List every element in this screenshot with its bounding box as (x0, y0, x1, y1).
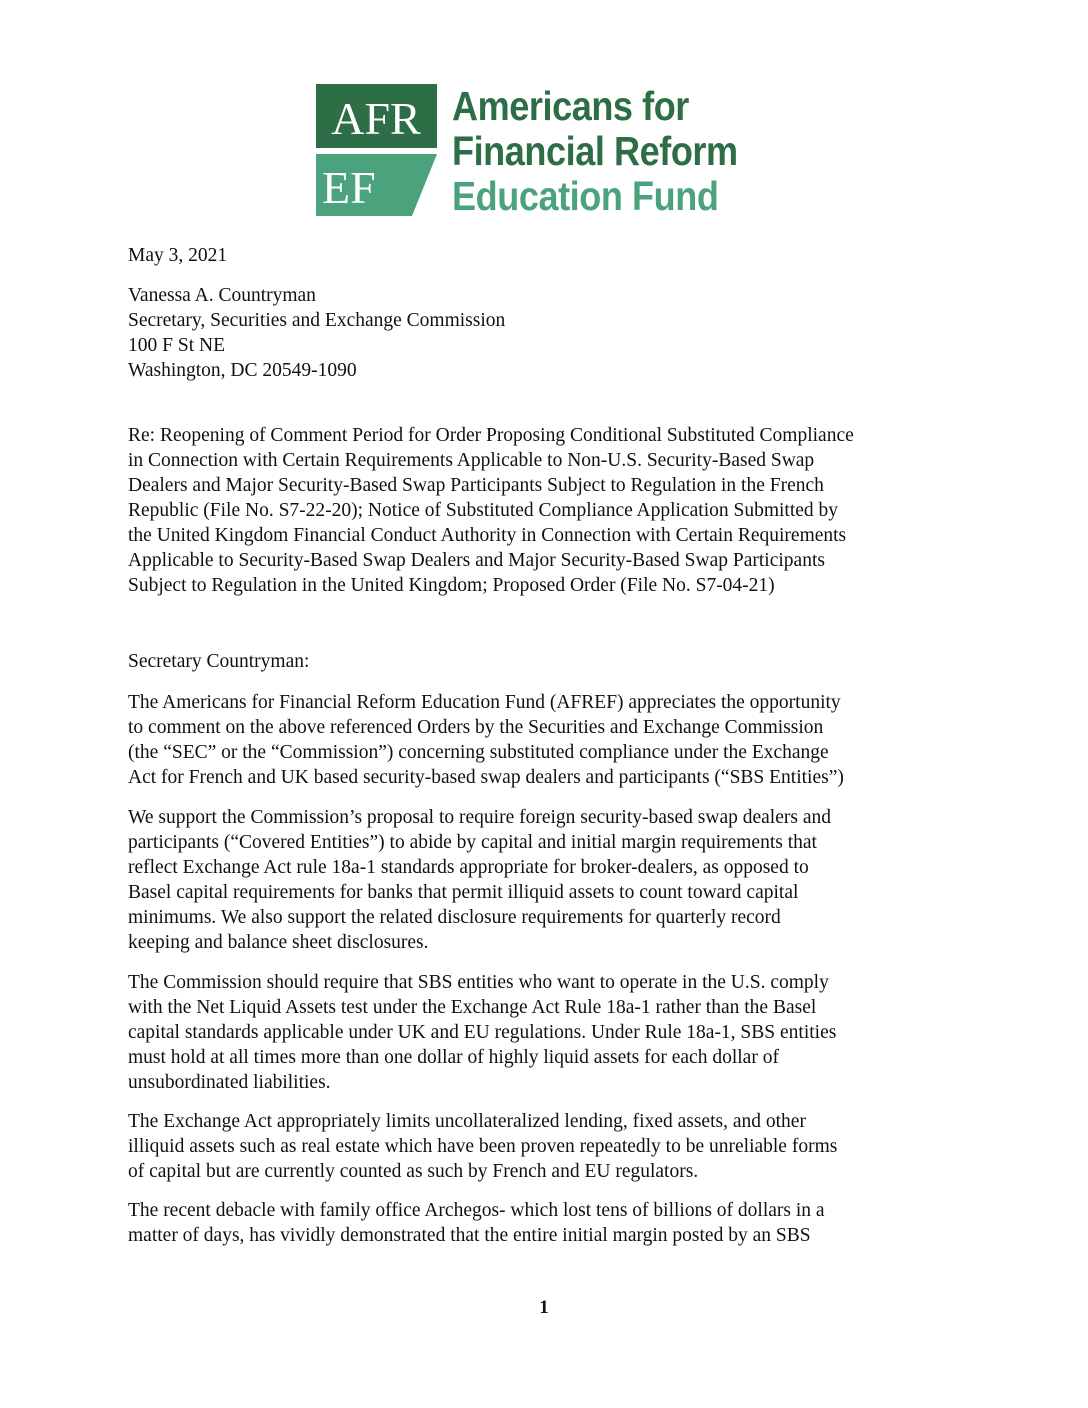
page-number: 1 (539, 1297, 549, 1318)
address-line: Secretary, Securities and Exchange Commission (128, 310, 506, 331)
paragraph-line: keeping and balance sheet disclosures. (128, 932, 429, 953)
paragraph-line: The recent debacle with family office Archegos- which lost tens of billions of dollars in a (128, 1200, 825, 1221)
subject-text-line: the United Kingdom Financial Conduct Authority in Connection with Certain Requirements (128, 525, 847, 546)
paragraph-line: minimums. We also support the related disclosure requirements for quarterly record (128, 907, 781, 928)
body-paragraph (128, 1109, 968, 1184)
address-line: Washington, DC 20549-1090 (128, 360, 357, 381)
body-paragraph (128, 805, 968, 955)
logo-wordmark (452, 84, 738, 219)
subject-text-line: Republic (File No. S7-22-20); Notice of Substituted Compliance Application Submitted by (128, 500, 839, 521)
paragraph-line: must hold at all times more than one dollar of highly liquid assets for each dollar of (128, 1047, 779, 1068)
paragraph-line: of capital but are currently counted as such by French and EU regulators. (128, 1161, 699, 1182)
afref-logo (316, 84, 776, 220)
subject-text-line: Re: Reopening of Comment Period for Order Proposing Conditional Substituted Compliance (128, 425, 854, 446)
paragraph-line: (the “SEC” or the “Commission”) concerning substituted compliance under the Exchange (128, 742, 829, 763)
paragraph-line: The Commission should require that SBS entities who want to operate in the U.S. comply (128, 972, 829, 993)
address-line: 100 F St NE (128, 335, 225, 356)
logo-line-3: Education Fund (452, 173, 719, 219)
afref-logo-mark (316, 84, 452, 220)
logo-badge-top: AFR (331, 93, 421, 144)
paragraph-line: participants (“Covered Entities”) to abide by capital and initial margin requirements that (128, 832, 817, 853)
salutation-text: Secretary Countryman: (128, 651, 310, 672)
letter-date (128, 243, 968, 268)
logo-badge-bottom: EF (322, 162, 376, 213)
paragraph-line: Act for French and UK based security-based swap dealers and participants (“SBS Entities”) (128, 767, 844, 788)
body-paragraph (128, 970, 968, 1095)
subject-line (128, 423, 968, 598)
address-line: Vanessa A. Countryman (128, 285, 316, 306)
paragraph-line: to comment on the above referenced Orders by the Securities and Exchange Commission (128, 717, 824, 738)
body-paragraph (128, 1198, 968, 1248)
recipient-address (128, 283, 968, 383)
paragraph-line: capital standards applicable under UK and EU regulations. Under Rule 18a-1, SBS entities (128, 1022, 837, 1043)
paragraph-line: Basel capital requirements for banks that permit illiquid assets to count toward capital (128, 882, 799, 903)
paragraph-line: unsubordinated liabilities. (128, 1072, 331, 1093)
subject-text-line: Applicable to Security-Based Swap Dealers and Major Security-Based Swap Participants (128, 550, 825, 571)
date-text: May 3, 2021 (128, 245, 228, 266)
body-paragraph (128, 690, 968, 790)
paragraph-line: matter of days, has vividly demonstrated that the entire initial margin posted by an SBS (128, 1225, 811, 1246)
paragraph-line: The Americans for Financial Reform Education Fund (AFREF) appreciates the opportunity (128, 692, 841, 713)
logo-line-2: Financial Reform (452, 128, 738, 174)
subject-text-line: Subject to Regulation in the United Kingdom; Proposed Order (File No. S7-04-21) (128, 575, 775, 596)
paragraph-line: We support the Commission’s proposal to require foreign security-based swap dealers and (128, 807, 831, 828)
paragraph-line: The Exchange Act appropriately limits uncollateralized lending, fixed assets, and other (128, 1111, 806, 1132)
subject-text-line: Dealers and Major Security-Based Swap Participants Subject to Regulation in the French (128, 475, 824, 496)
subject-text-line: in Connection with Certain Requirements Applicable to Non-U.S. Security-Based Swap (128, 450, 815, 471)
paragraph-line: with the Net Liquid Assets test under the Exchange Act Rule 18a-1 rather than the Basel (128, 997, 817, 1018)
paragraph-line: illiquid assets such as real estate which have been proven repeatedly to be unreliable forms (128, 1136, 838, 1157)
logo-line-1: Americans for (452, 83, 689, 129)
salutation (128, 649, 968, 674)
paragraph-line: reflect Exchange Act rule 18a-1 standards appropriate for broker-dealers, as opposed to (128, 857, 809, 878)
